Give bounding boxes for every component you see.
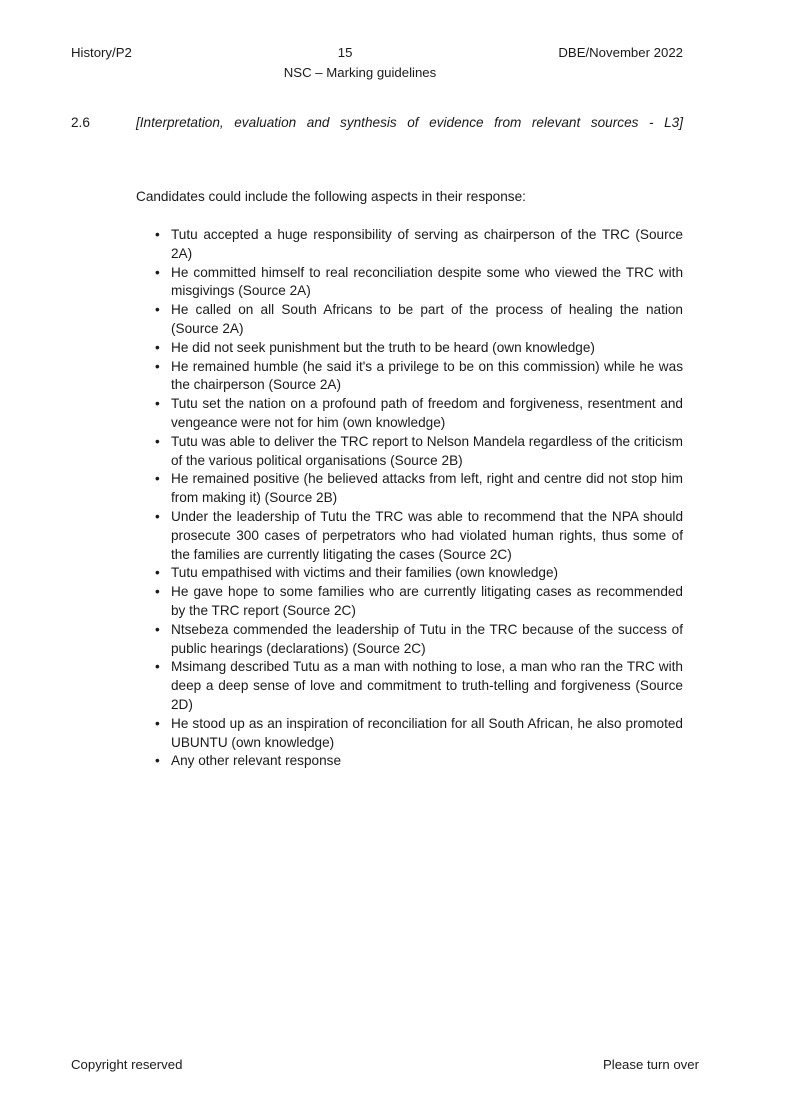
- bullet-point-icon: •: [155, 433, 160, 449]
- list-item-text: Under the leadership of Tutu the TRC was able to recommend that the NPA should prosecute 300 cases of perpetrators who had violated human rights, thus some of the families are currently litigating the cases (Source 2C): [171, 508, 683, 562]
- header-exam-body: DBE/November 2022: [558, 45, 683, 60]
- list-item-text: He committed himself to real reconciliation despite some who viewed the TRC with misgivings (Source 2A): [171, 264, 683, 299]
- bullet-point-icon: •: [155, 339, 160, 355]
- list-item: [155, 226, 683, 264]
- list-item-text: Tutu empathised with victims and their families (own knowledge): [171, 565, 559, 581]
- bullet-point-icon: •: [155, 565, 160, 581]
- question-intro: Candidates could include the following aspects in their response:: [136, 189, 526, 204]
- list-item: [155, 508, 683, 564]
- header-subject: History/P2: [71, 45, 132, 60]
- list-item-text: Ntsebeza commended the leadership of Tutu in the TRC because of the success of public hearings (declarations) (Source 2C): [171, 621, 683, 656]
- bullet-point-icon: •: [155, 396, 160, 412]
- page-footer: [71, 1056, 699, 1074]
- header-page-number: 15: [337, 45, 353, 60]
- bullet-point-icon: •: [155, 584, 160, 600]
- list-item: [155, 301, 683, 339]
- list-item: [155, 621, 683, 659]
- list-item: [155, 752, 683, 771]
- list-item-text: He remained humble (he said it's a privilege to be on this commission) while he was the chairperson (Source 2A): [171, 358, 683, 393]
- list-item-text: Any other relevant response: [171, 753, 342, 769]
- list-item: [155, 358, 683, 396]
- list-item: [155, 715, 683, 753]
- turn-over-notice: Please turn over: [602, 1057, 699, 1072]
- list-item: [155, 433, 683, 471]
- question-heading-row: [71, 113, 683, 151]
- list-item: [155, 583, 683, 621]
- bullet-point-icon: •: [155, 715, 160, 731]
- list-item-text: He called on all South Africans to be part of the process of healing the nation (Source 2A): [171, 302, 683, 336]
- list-item: [155, 470, 683, 508]
- bullet-point-icon: •: [155, 358, 160, 374]
- header-subtitle: NSC – Marking guidelines: [283, 65, 437, 80]
- list-item-text: He did not seek punishment but the truth to be heard (own knowledge): [171, 339, 595, 355]
- question-number: 2.6: [71, 115, 90, 130]
- bullet-point-icon: •: [155, 227, 160, 242]
- bullet-point-icon: •: [155, 753, 160, 769]
- list-item: [155, 564, 683, 583]
- bullet-point-icon: •: [155, 508, 160, 524]
- list-item: [155, 339, 683, 358]
- list-item: [155, 395, 683, 433]
- list-item-text: He gave hope to some families who are currently litigating cases as recommended by the TRC report (Source 2C): [171, 584, 683, 618]
- list-item-text: Tutu accepted a huge responsibility of serving as chairperson of the TRC (Source 2A): [171, 227, 683, 261]
- bullet-point-icon: •: [155, 471, 160, 487]
- bullet-point-icon: •: [155, 302, 160, 318]
- list-item-text: Msimang described Tutu as a man with nothing to lose, a man who ran the TRC with deep a deep sense of love and commitment to truth-telling and forgiveness (Source 2D): [171, 659, 683, 712]
- list-item-text: Tutu was able to deliver the TRC report to Nelson Mandela regardless of the criticism of the various political organisations (Source 2B): [171, 433, 683, 468]
- question-block: [71, 113, 683, 771]
- list-item-text: Tutu set the nation on a profound path of freedom and forgiveness, resentment and vengeance were not for him (own knowledge): [171, 396, 683, 430]
- copyright-notice: Copyright reserved: [71, 1057, 183, 1072]
- list-item: [155, 658, 683, 714]
- bullet-point-icon: •: [155, 659, 160, 675]
- bullet-point-icon: •: [155, 264, 160, 280]
- list-item: [155, 264, 683, 302]
- page-header-row: [71, 44, 683, 62]
- bullet-point-icon: •: [155, 621, 160, 637]
- list-item-text: He remained positive (he believed attacks from left, right and centre did not stop him from making it) (Source 2B): [171, 471, 683, 506]
- answer-bullet-list: [71, 226, 683, 771]
- page-header: [71, 44, 683, 82]
- question-heading: [Interpretation, evaluation and synthesis of evidence from relevant sources - L3]: [136, 115, 683, 130]
- list-item-text: He stood up as an inspiration of reconciliation for all South African, he also promoted UBUNTU (own knowledge): [171, 715, 683, 750]
